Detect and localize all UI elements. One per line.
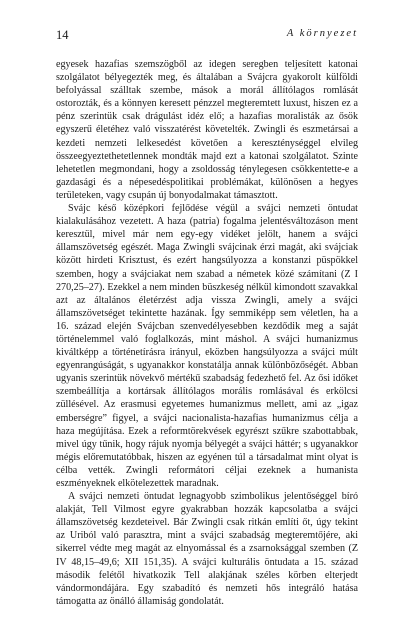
page-number: 14 bbox=[56, 28, 69, 42]
running-head: A környezet bbox=[286, 28, 358, 39]
page-header bbox=[56, 28, 358, 44]
body-text bbox=[56, 58, 358, 608]
paragraph: A svájci nemzeti öntudat legnagyobb szimbolikus jelentőséggel bíró alakját, Tell Vilmost egyre gyakrabban hozzák kapcsolatba a svájci államszövetség kezdeteivel. Bár Zwingli csak ritkán említi őt, úgy tekint az Uriból való parasztra, mint a svájci szabadság megteremtőjére, aki sikerrel védte meg magát az elnyomással és a zsarnoksággal szemben (Z IV 48,15–49,6; XII 151,35). A svájci kulturális öntudata a 15. század második felétől hivatkozik Tell alakjának széles körben elterjedt vándormondájára. Egy szabadító és nemzeti hős integráló hatása támogatta az önálló államiság gondolatát. bbox=[56, 491, 358, 607]
paragraph: egyesek hazafias szemszögből az idegen seregben teljesített katonai szolgálatot bélyegezték meg, és általában a Svájcra gyakorolt külföldi befolyással szálltak szembe, mások a morál állítólagos romlását ostorozták, és a könnyen keresett pénzzel megteremtett luxust, hiszen ez a pénz szerintük csak drágulást idéz elő; a hazafias moralisták az ősök egyszerű életéhez való visszatérést követelték. Zwingli és eszmetársai a kezdeti nemzeti lelkesedést követően a kereszténységgel elvileg összeegyeztethetetlennek mondták majd ezt a katonai szolgálatot. Szinte lehetetlen megmondani, hogy a zsoldosság ténylegesen csökkentette-e a gazdasági és a népesedéspolitikai problémákat, különösen a hegyes területeken, vagy csupán új bonyodalmakat támasztott. bbox=[56, 59, 358, 201]
paragraph: Svájc késő középkori fejlődése végül a svájci nemzeti öntudat kialakulásához vezetett. A haza (patria) fogalma jelentésváltozáson ment keresztül, mivel már nem egy-egy vidéket jelölt, hanem a svájci államszövetség egészét. Maga Zwingli svájcinak érzi magát, aki svájciak között hirdeti Krisztust, és ezért hangsúlyozza a konstanzi püspökkel szemben, hogy a svájciakat nem szabad a németek közé számítani (Z I 270,25–27). Ezekkel a nem minden büszkeség nélkül kimondott szavakkal azt az általános életérzést adja vissza Zwingli, amely a svájci államszövetséget tekintette hazának. Így semmiképp sem véletlen, ha a 16. század elején Svájcban szenvedélyesebben kezdődik meg a saját történelemmel való foglalkozás, mint máshol. A svájci humanizmus kiváltképp a történetírásra irányul, eközben hangsúlyozza a svájci múlt egyenrangúságát, s ugyanakkor konstatálja annak különbözőségét. Abban ugyanis szerintük növekvő mértékű szabadság fedezhető fel. Az ősi időket szembeállítja a kortársak állítólagos morális romlásával és erkölcsi züllésével. Az erasmusi egyetemes humanizmus mellett, ami az „igaz emberségre” figyel, a svájci nacionalista-hazafias humanizmus célja a haza megújítása. Ezek a reformtörekvések egyrészt szűkre szabottabbak, mivel úgy tűnik, hogy rájuk nyomja bélyegét a svájci háttér; s ugyanakkor mégis előremutatóbbak, hiszen az egyénen túl a társadalmat mint olyat is célba vették. Zwingli reformátori céljai ezeknek a humanista eszményeknek elkötelezettek maradnak. bbox=[56, 203, 358, 489]
